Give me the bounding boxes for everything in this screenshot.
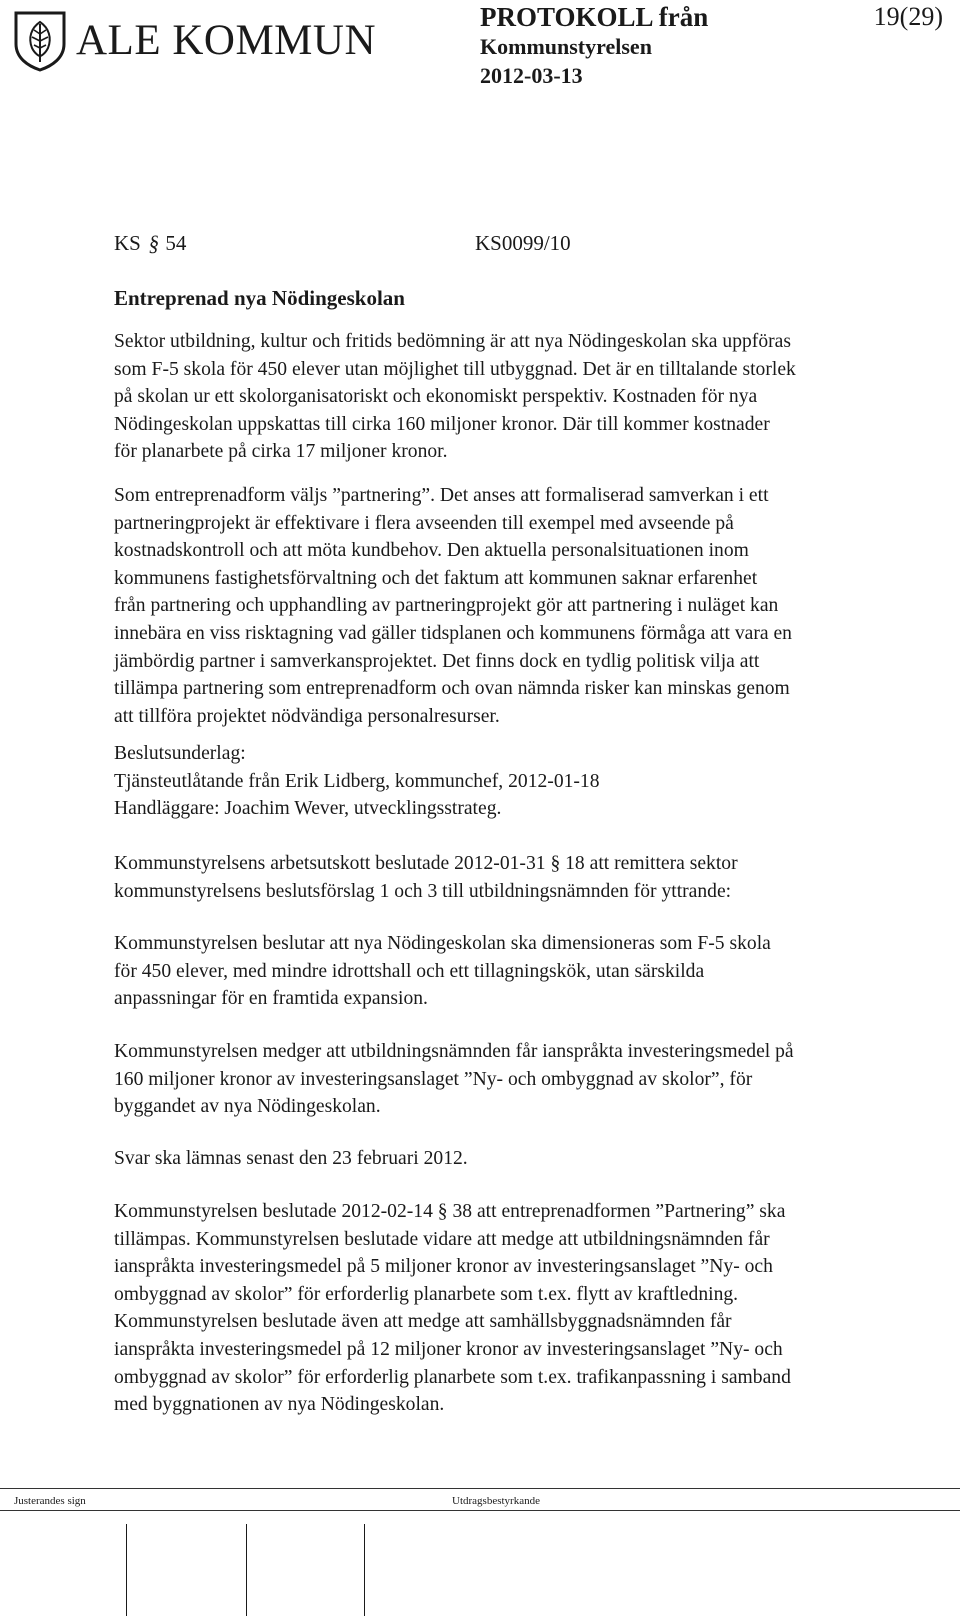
signature-label: Justerandes sign xyxy=(14,1495,86,1507)
shield-emblem-icon xyxy=(12,10,68,72)
paragraph-board-decision: Kommunstyrelsen beslutade 2012-02-14 § 38 att entreprenadformen ”Partnering” ska tillämpas. Kommunstyrelsen beslutade vidare att medge att utbildningsnämnden får ianspråkta investeringsmedel på 5 miljoner kronor av investeringsanslaget ”Ny- och ombyggnad av skolor” för erforderlig planarbete som t.ex. flytt av kraftledning. Kommunstyrelsen beslutade även att medge att samhällsbyggnadsnämnden får ianspråkta investeringsmedel på 12 miljoner kronor av investeringsanslaget ”Ny- och ombyggnad av skolor” för erforderlig planarbete som t.ex. trafikanpassning i samband med byggnationen av nya Nödingeskolan. xyxy=(114,1201,791,1416)
signature-box-divider xyxy=(126,1524,127,1616)
footer-bottom-rule xyxy=(0,1510,960,1511)
case-prefix: KS xyxy=(114,231,141,255)
signature-box-divider xyxy=(364,1524,365,1616)
case-paragraph-number: 54 xyxy=(165,231,187,255)
municipality-logo xyxy=(12,10,402,72)
committee-name: Kommunstyrelsen xyxy=(480,34,652,59)
paragraph-deadline: Svar ska lämnas senast den 23 februari 2012. xyxy=(114,1148,468,1169)
section-mark: § xyxy=(147,230,162,256)
paragraph-partnering: Som entreprenadform väljs ”partnering”. Det anses att formaliserad samverkan i ett partneringprojekt är effektivare i flera avseenden till exempel med avseende på kostnadskontroll och att möta kundbehov. Den aktuella personalsituationen inom kommunens fastighetsförvaltning och det faktum att kommunen saknar erfarenhet från partnering och upphandling av partneringprojekt gör att partnering i nuläget kan innebära en viss risktagning vad gäller tidsplanen och kommunens förmåga att vara en jämbördig partner i samverkansprojektet. Det finns dock en tydlig politisk vilja att tillämpa partnering som entreprenadform och ovan nämnda risker kan minskas genom att tillföra projektet nödvändiga personalresurser. xyxy=(114,485,792,727)
paragraph-basis: Beslutsunderlag: Tjänsteutlåtande från Erik Lidberg, kommunchef, 2012-01-18 Handläggare: Joachim Wever, utvecklingsstrateg. xyxy=(114,743,600,820)
case-number xyxy=(114,228,186,258)
logo-text: ALE KOMMUN xyxy=(76,17,377,64)
registration-number: KS0099/10 xyxy=(475,231,571,255)
paragraph-proposal-1: Kommunstyrelsen beslutar att nya Nödingeskolan ska dimensioneras som F-5 skola för 450 elever, med mindre idrottshall och ett tillagningskök, utan särskilda anpassningar för en framtida expansion. xyxy=(114,933,771,1010)
case-title: Entreprenad nya Nödingeskolan xyxy=(114,286,405,310)
extract-certification-label: Utdragsbestyrkande xyxy=(452,1495,540,1507)
signature-box-divider xyxy=(246,1524,247,1616)
paragraph-working-committee: Kommunstyrelsens arbetsutskott beslutade 2012-01-31 § 18 att remittera sektor kommunstyrelsens beslutsförslag 1 och 3 till utbildningsnämnden för yttrande: xyxy=(114,853,738,902)
meeting-date: 2012-03-13 xyxy=(480,63,583,88)
footer-top-rule xyxy=(0,1488,960,1489)
paragraph-proposal-3: Kommunstyrelsen medger att utbildningsnämnden får ianspråkta investeringsmedel på 160 miljoner kronor av investeringsanslaget ”Ny- och ombyggnad av skolor”, för byggandet av nya Nödingeskolan. xyxy=(114,1041,794,1118)
paragraph-assessment: Sektor utbildning, kultur och fritids bedömning är att nya Nödingeskolan ska uppföras som F-5 skola för 450 elever utan möjlighet till utbyggnad. Det är en tilltalande storlek på skolan ur ett skolorganisatoriskt och ekonomiskt perspektiv. Kostnaden för nya Nödingeskolan uppskattas till cirka 160 miljoner kronor. Där till kommer kostnader för planarbete på cirka 17 miljoner kronor. xyxy=(114,331,796,463)
document-type: PROTOKOLL från xyxy=(480,2,709,32)
page-number: 19(29) xyxy=(873,2,943,31)
